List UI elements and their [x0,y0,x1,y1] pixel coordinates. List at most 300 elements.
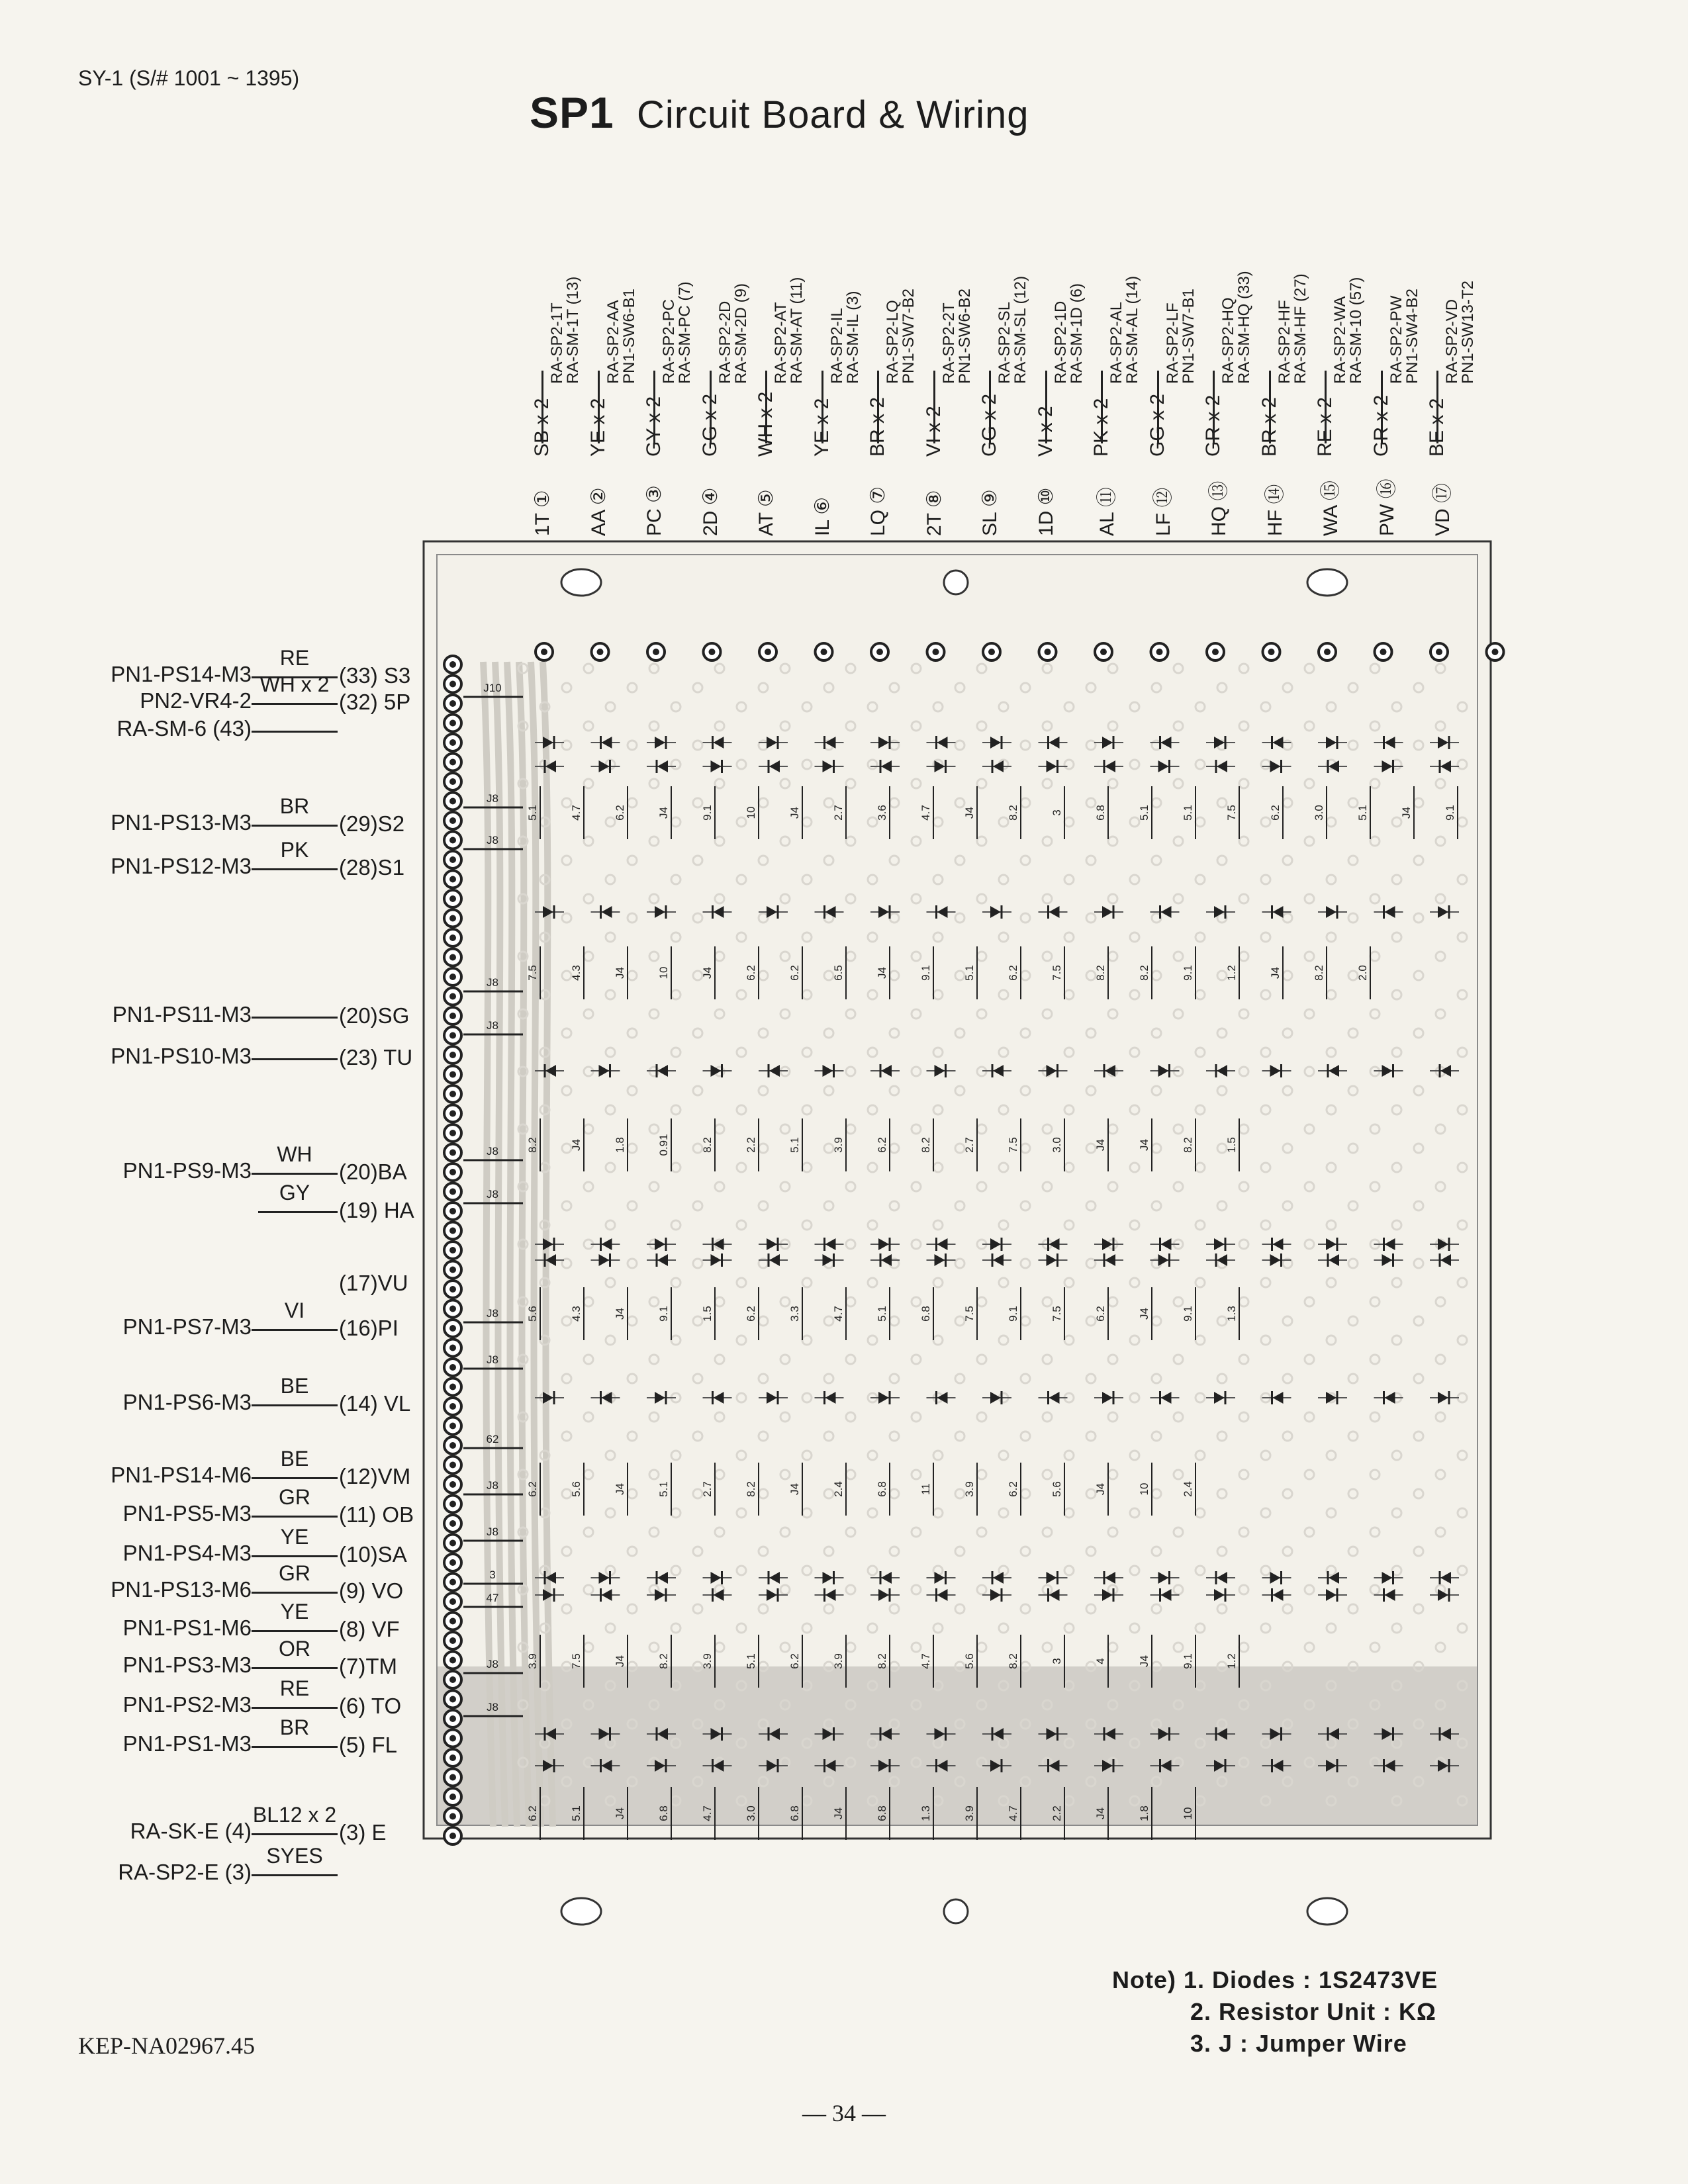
terminal-pad-hole [449,1774,456,1781]
resistor-value-label: J4 [1094,1139,1107,1151]
resistor-value-label: 9.1 [1182,965,1194,981]
notes-block [1112,1964,1438,2060]
resistor-value-label: 9.1 [701,805,714,821]
resistor-value-label: 8.2 [1007,805,1019,821]
terminal-pad-hole [449,1403,456,1410]
resistor-value-label: 6.2 [1269,805,1282,821]
wire-source: RA-SP2-E (3) [118,1860,252,1884]
wire-line [252,1630,338,1632]
resistor-value-label: 5.1 [526,805,539,821]
resistor-value-label: 5.1 [745,1653,757,1669]
wire-line [252,1746,338,1748]
top-wire-line [765,371,767,443]
resistor-value-label: 6.8 [919,1306,932,1322]
resistor-value-label: J4 [832,1807,845,1819]
terminal-pad-hole [449,915,456,922]
top-wire-color-label: BR x 2 [867,396,888,457]
wire-source: PN1-PS9-M3 [122,1158,252,1183]
board-terminal-label: (6) TO [339,1694,402,1718]
wire-color-label: BR [279,794,310,818]
wire-line [252,1667,338,1669]
top-wire-destination: RA-SP2-1T [548,302,566,384]
resistor-value-label: 6.8 [876,1805,888,1821]
resistor-value-label: 9.1 [1182,1306,1194,1322]
resistor-value-label: 6.2 [788,965,801,981]
top-terminal-label: PC ③ [643,485,665,536]
note-diodes: Note) 1. Diodes : 1S2473VE [1112,1966,1438,1993]
note-jumper-wire: 3. J : Jumper Wire [1190,2030,1407,2057]
board-terminal-label: (3) E [339,1820,387,1844]
wire-color-label: BR [279,1715,310,1739]
top-wire-destination: RA-SP2-WA [1331,296,1349,384]
resistor-value-label: J4 [614,1655,626,1667]
board-terminal-label: (5) FL [339,1733,398,1757]
top-wire-color-label: BR x 2 [1258,396,1280,457]
resistor-value-label: 3 [1051,809,1063,816]
top-wire-color-label: RE x 2 [1314,396,1336,457]
wire-line [252,1329,338,1331]
top-wire-line [821,371,823,443]
resistor-value-label: 4.7 [570,805,583,821]
resistor-value-label: J4 [876,967,888,979]
top-wire-line [653,371,655,443]
resistor-value-label: 3.0 [745,1805,757,1821]
top-wire-destination: PN1-SW6-B2 [955,288,974,384]
resistor-value-label: 6.8 [657,1805,670,1821]
top-terminal-label: 2T ⑧ [923,490,945,536]
resistor-value-label: 6.2 [1007,1481,1019,1497]
mounting-hole [1307,1898,1347,1925]
resistor-value-label: 5.1 [963,965,976,981]
terminal-pad-hole [449,1657,456,1664]
wire-source: PN1-PS13-M3 [111,810,252,835]
resistor-value-label: 5.1 [1182,805,1194,821]
resistor-value-label: 9.1 [1444,805,1456,821]
wire-source: PN1-PS7-M3 [122,1314,252,1339]
wire-line [252,1404,338,1406]
resistor-value-label: 7.5 [570,1653,583,1669]
wire-source: RA-SK-E (4) [130,1819,252,1843]
resistor-value-label: 2.2 [1051,1805,1063,1821]
wire-source: PN1-PS5-M3 [122,1501,252,1525]
resistor-value-label: 6.2 [745,965,757,981]
terminal-pad-hole [449,1481,456,1488]
terminal-pad-hole [653,649,659,655]
top-terminal-label: 1T ① [532,490,553,536]
wire-line [258,1211,338,1213]
board-terminal-label: (17)VU [339,1271,408,1295]
top-wire-line [710,371,712,443]
terminal-pad-hole [1268,649,1275,655]
terminal-pad-hole [1045,649,1051,655]
wire-source: PN1-PS1-M3 [122,1731,252,1756]
jumper-label: J8 [487,834,498,846]
terminal-pad-hole [449,1286,456,1293]
terminal-pad-hole [449,1247,456,1253]
resistor-value-label: 3.6 [876,805,888,821]
top-wire-line [1101,371,1103,443]
terminal-pad-hole [449,1052,456,1058]
resistor-value-label: 8.2 [1138,965,1150,981]
top-wire-destination: PN1-SW7-B2 [900,288,917,384]
top-wire-destination: RA-SP2-LF [1163,302,1182,384]
resistor-value-label: 5.1 [876,1306,888,1322]
resistor-value-label: 8.2 [1182,1137,1194,1153]
terminal-pad-hole [449,895,456,902]
terminal-pad-hole [449,720,456,727]
top-terminal-label: AT ⑤ [755,489,777,536]
wire-color-label: SYES [266,1844,323,1868]
resistor-value-label: J4 [788,1483,801,1495]
top-wire-destination: RA-SP2-HF [1275,300,1293,384]
jumper-label: J8 [487,976,498,989]
board-terminal-label: (12)VM [339,1464,411,1488]
wire-line [252,868,338,870]
resistor-value-label: 2.0 [1356,965,1369,981]
resistor-value-label: J4 [1094,1483,1107,1495]
resistor-value-label: 6.5 [832,965,845,981]
top-wire-destination: RA-SP2-1D [1051,300,1070,384]
board-terminal-label: (7)TM [339,1654,397,1678]
wire-line [252,1874,338,1876]
resistor-value-label: 9.1 [657,1306,670,1322]
terminal-pad-hole [449,1208,456,1214]
top-wire-color-label: YE x 2 [586,398,609,457]
resistor-value-label: J4 [1138,1655,1150,1667]
resistor-value-label: 3.3 [788,1306,801,1322]
terminal-pad-hole [449,1169,456,1175]
resistor-value-label: 6.2 [1007,965,1019,981]
board-bottom-band [437,1666,1477,1825]
terminal-pad-hole [449,1794,456,1800]
top-wire-destination: RA-SP2-SL [996,301,1013,384]
terminal-pad-hole [449,661,456,668]
wire-color-label: YE [280,1525,309,1549]
terminal-pad-hole [449,1228,456,1234]
terminal-pad-hole [1436,649,1442,655]
resistor-value-label: J4 [963,807,976,819]
top-wire-destination: RA-SP2-AT [772,302,790,384]
wire-color-label: GR [279,1485,310,1509]
resistor-value-label: 3.9 [963,1481,976,1497]
board-terminal-label: (28)S1 [339,855,405,880]
wire-color-label: BE [280,1447,309,1471]
top-wire-destination: RA-SM-IL (3) [843,291,862,384]
top-wire-line [1436,371,1438,443]
top-terminal-label: PW ⑯ [1376,478,1398,536]
top-wire-color-label: PK x 2 [1090,398,1112,457]
resistor-value-label: 1.5 [1225,1137,1238,1153]
terminal-pad-hole [449,1423,456,1430]
jumper-label: J8 [487,1145,498,1158]
resistor-value-label: 1.3 [919,1805,932,1821]
resistor-value-label: 6.8 [876,1481,888,1497]
resistor-value-label: 9.1 [1182,1653,1194,1669]
terminal-pad-hole [449,681,456,688]
board-terminal-label: (32) 5P [339,690,411,714]
top-wire-destination: RA-SM-PC (7) [676,281,694,384]
top-wire-line [1157,371,1159,443]
resistor-value-label: 6.8 [788,1805,801,1821]
terminal-pad-hole [449,1306,456,1312]
resistor-value-label: 1.5 [701,1306,714,1322]
resistor-value-label: 3.9 [701,1653,714,1669]
terminal-pad-hole [449,1715,456,1722]
wire-source: PN1-PS14-M3 [111,662,252,686]
wire-color-label: GY [279,1181,310,1205]
resistor-value-label: 5.1 [657,1481,670,1497]
top-wire-destination: RA-SP2-AA [604,300,622,384]
top-wire-destination: PN1-SW7-B1 [1179,288,1197,384]
board-terminal-label: (29)S2 [339,811,405,836]
jumper-label: J8 [487,1019,498,1032]
terminal-pad-hole [449,1540,456,1547]
terminal-pad-hole [1212,649,1219,655]
top-terminal-label: 2D ④ [699,487,722,536]
terminal-pad-hole [449,1189,456,1195]
wire-line [252,703,338,705]
terminal-pad-hole [449,974,456,980]
wire-source: PN1-PS1-M6 [122,1615,252,1640]
resistor-value-label: 8.2 [701,1137,714,1153]
terminal-pad-hole [449,1091,456,1097]
wire-color-label: PK [280,838,309,862]
terminal-pad-hole [821,649,827,655]
top-wire-line [541,371,543,443]
wire-color-label: BE [280,1374,309,1398]
terminal-pad-hole [449,1579,456,1586]
top-terminal-label: VD ⑰ [1432,482,1454,536]
board-terminal-label: (20)SG [339,1003,410,1028]
terminal-pad-hole [1156,649,1163,655]
resistor-value-label: J4 [614,1483,626,1495]
wire-source: PN1-PS6-M3 [122,1390,252,1414]
wire-color-label: BL12 x 2 [252,1803,337,1827]
resistor-value-label: 4 [1094,1658,1107,1664]
jumper-label: J8 [487,1353,498,1366]
top-terminal-label: HQ ⑬ [1208,480,1230,536]
top-wire-line [1325,371,1327,443]
top-wire-color-label: GR x 2 [1202,394,1224,457]
resistor-value-label: J4 [1269,967,1282,979]
top-wire-destination: RA-SP2-VD [1443,298,1461,384]
top-wire-destination: RA-SM-HF (27) [1291,273,1309,384]
terminal-pad-hole [449,1267,456,1273]
resistor-value-label: 4.7 [919,1653,932,1669]
resistor-value-label: 5.6 [526,1306,539,1322]
mounting-hole [561,1898,601,1925]
top-wire-line [1269,371,1271,443]
terminal-pad-hole [449,1384,456,1390]
wire-color-label: GR [279,1561,310,1585]
top-wire-destination: RA-SM-AT (11) [788,277,806,384]
top-wire-destination: PN1-SW6-B1 [620,288,638,384]
resistor-value-label: 10 [657,966,670,979]
wire-line [252,1555,338,1557]
resistor-value-label: 0.91 [657,1134,670,1156]
top-wire-color-label: GG x 2 [978,393,1000,457]
terminal-pad-hole [449,1696,456,1703]
jumper-label: J8 [487,1525,498,1538]
resistor-value-label: 6.2 [788,1653,801,1669]
terminal-pad-hole [449,1130,456,1136]
resistor-value-label: J4 [614,1308,626,1320]
resistor-value-label: 6.2 [614,805,626,821]
mounting-hole [1307,569,1347,596]
top-wire-line [989,371,991,443]
resistor-value-label: 3.0 [1051,1137,1063,1153]
wire-line [252,1017,338,1019]
board-terminal-label: (16)PI [339,1316,399,1340]
top-terminal-label: AL ⑪ [1096,487,1118,536]
wire-source: PN1-PS2-M3 [122,1692,252,1717]
terminal-pad-hole [449,837,456,844]
top-wire-color-label: SB x 2 [531,398,553,457]
resistor-value-label: 7.5 [526,965,539,981]
resistor-value-label: 3.9 [832,1137,845,1153]
resistor-value-label: 3 [1051,1658,1063,1664]
board-terminal-label: (33) S3 [339,663,411,688]
terminal-pad-hole [449,739,456,746]
top-wire-line [933,371,935,443]
terminal-pad-hole [449,954,456,961]
terminal-pad-hole [1100,649,1107,655]
wire-color-label: OR [279,1637,310,1661]
top-terminal-label: WA ⑮ [1320,480,1342,536]
wire-line [252,825,338,827]
terminal-pad-hole [449,1618,456,1625]
top-terminal-label: IL ⑥ [811,496,833,536]
top-wire-destination: RA-SP2-PC [660,298,678,384]
terminal-pad-hole [449,778,456,785]
resistor-value-label: 8.2 [1007,1653,1019,1669]
top-wire-destination: RA-SP2-PW [1387,295,1405,384]
note-resistor-unit: 2. Resistor Unit : KΩ [1190,1998,1436,2025]
resistor-value-label: 5.6 [1051,1481,1063,1497]
terminal-pad-hole [449,1013,456,1019]
title-text: Circuit Board & Wiring [636,93,1029,136]
resistor-value-label: J4 [614,1807,626,1819]
wire-source: PN1-PS3-M3 [122,1653,252,1677]
terminal-pad-hole [449,1442,456,1449]
resistor-value-label: 5.1 [1356,805,1369,821]
wire-source: PN1-PS13-M6 [111,1577,252,1602]
board-terminal-label: (20)BA [339,1160,407,1184]
board-terminal-label: (10)SA [339,1542,407,1567]
resistor-value-label: 2.4 [832,1481,845,1497]
resistor-value-label: 7.5 [1051,1306,1063,1322]
mounting-hole [944,1899,968,1923]
resistor-value-label: 7.5 [963,1306,976,1322]
terminal-pad-hole [765,649,771,655]
terminal-pad-hole [541,649,547,655]
top-wire-destination: RA-SM-10 (57) [1347,277,1365,384]
top-wire-destination: RA-SM-HQ (33) [1235,271,1253,384]
jumper-label: J8 [487,1658,498,1670]
wire-color-label: WH x 2 [259,672,330,696]
resistor-value-label: 5.6 [963,1653,976,1669]
terminal-pad-hole [449,817,456,824]
top-wire-color-label: BE x 2 [1426,398,1448,457]
top-wire-line [877,371,879,443]
resistor-value-label: 8.2 [919,1137,932,1153]
top-wire-destination: RA-SM-1D (6) [1067,283,1086,384]
mounting-hole [561,569,601,596]
terminal-pad-hole [1324,649,1331,655]
resistor-value-label: 7.5 [1007,1137,1019,1153]
top-wire-color-label: VI x 2 [1034,406,1056,457]
wire-line [252,1058,338,1060]
top-wire-destination: RA-SP2-AL [1107,301,1125,384]
terminal-pad-hole [449,1520,456,1527]
wire-color-label: YE [280,1600,309,1623]
mounting-hole [944,570,968,594]
terminal-pad-hole [449,1111,456,1117]
top-wire-destination: RA-SM-1T (13) [564,276,582,384]
resistor-value-label: 7.5 [1225,805,1238,821]
terminal-pad-hole [449,993,456,1000]
resistor-value-label: J4 [1138,1139,1150,1151]
top-wire-color-label: GR x 2 [1370,394,1392,457]
resistor-value-label: 3.0 [1313,805,1325,821]
top-wire-destination: RA-SP2-HQ [1219,297,1237,384]
resistor-value-label: 10 [745,806,757,819]
wire-source: RA-SM-6 (43) [117,716,252,741]
terminal-pad-hole [449,759,456,766]
resistor-value-label: 11 [919,1483,932,1495]
wire-line [252,731,338,733]
resistor-value-label: 5.6 [570,1481,583,1497]
top-terminal-label: 1D ⑩ [1035,487,1057,536]
resistor-value-label: J4 [1138,1308,1150,1320]
resistor-value-label: 1.3 [1225,1306,1238,1322]
top-wire-destination: RA-SP2-LQ [884,300,902,384]
terminal-pad-hole [449,798,456,805]
terminal-pad-hole [597,649,604,655]
terminal-pad-hole [709,649,716,655]
resistor-value-label: 1.8 [614,1137,626,1153]
terminal-pad-hole [933,649,939,655]
resistor-value-label: 6.2 [876,1137,888,1153]
wire-line [252,1833,338,1835]
wire-source: PN1-PS12-M3 [111,854,252,878]
terminal-pad-hole [449,700,456,707]
top-wire-color-label: GG x 2 [698,393,721,457]
top-wire-line [1045,371,1047,443]
wire-line [252,1477,338,1479]
wire-color-label: WH [277,1142,312,1166]
jumper-label: J8 [487,792,498,805]
resistor-value-label: J4 [1400,807,1413,819]
jumper-label: J8 [487,1307,498,1320]
resistor-value-label: 2.7 [832,805,845,821]
top-wire-destination: RA-SP2-IL [827,308,846,384]
top-wire-destination: RA-SM-SL (12) [1011,275,1029,384]
resistor-value-label: 4.7 [832,1306,845,1322]
resistor-value-label: 7.5 [1051,965,1063,981]
resistor-value-label: 8.2 [745,1481,757,1497]
top-wire-destination: RA-SP2-2T [939,302,958,384]
wire-line [252,1592,338,1594]
terminal-pad-hole [449,1462,456,1469]
serial-range: SY-1 (S/# 1001 ~ 1395) [78,66,300,90]
page-number: — 34 — [802,2100,886,2126]
top-wire-color-label: YE x 2 [810,398,833,457]
resistor-value-label: 4.7 [701,1805,714,1821]
terminal-pad-hole [449,1501,456,1508]
top-wire-destination: RA-SM-2D (9) [731,283,750,384]
jumper-label: J8 [487,1479,498,1492]
